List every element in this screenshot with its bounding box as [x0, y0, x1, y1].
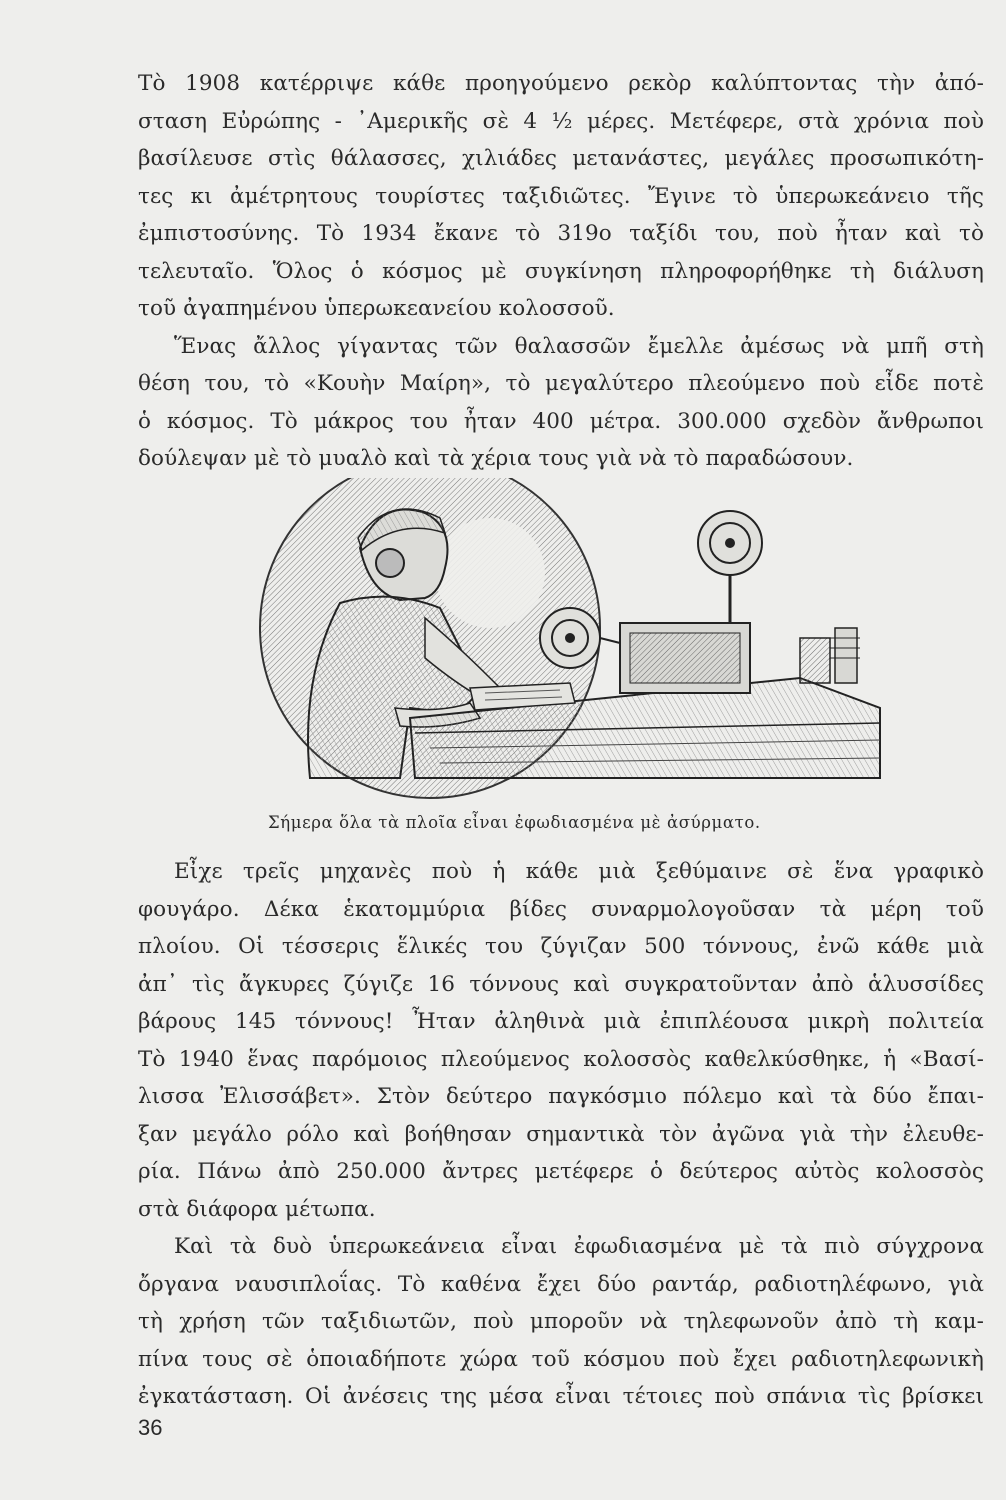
text-line: ἀπ᾿ τὶς ἄγκυρες ζύγιζε 16 τόννους καὶ συγκρατοῦνταν ἀπὸ ἁλυσσίδες — [138, 971, 984, 997]
text-line: ἐμπιστοσύνης. Τὸ 1934 ἔκανε τὸ 319ο ταξίδι του, ποὺ ἦταν καὶ τὸ — [138, 221, 984, 246]
figure-caption: Σήμερα ὅλα τὰ πλοῖα εἶναι ἐφωδιασμένα μὲ ἀσύρματο. — [268, 813, 761, 832]
text-line: τοῦ ἀγαπημένου ὑπερωκεανείου κολοσσοῦ. — [138, 296, 615, 321]
text-line: βασίλευσε στὶς θάλασσες, χιλιάδες μετανάστες, μεγάλες προσωπικότη- — [138, 146, 984, 171]
text-line: βάρους 145 τόννους! Ἦταν ἀληθινὰ μιὰ ἐπιπλέουσα μικρὴ πολιτεία — [138, 1009, 984, 1034]
text-line: θέση του, τὸ «Κουὴν Μαίρη», τὸ μεγαλύτερο πλεούμενο ποὺ εἶδε ποτὲ — [138, 371, 984, 396]
text-line: ἐγκατάσταση. Οἱ ἀνέσεις της μέσα εἶναι τέτοιες ποὺ σπάνια τὶς βρίσκει — [138, 1384, 984, 1409]
text-line: σταση Εὐρώπης - ᾿Αμερικῆς σὲ 4 ½ μέρες. Μετέφερε, στὰ χρόνια ποὺ — [138, 108, 984, 134]
text-line: τελευταῖο. Ὅλος ὁ κόσμος μὲ συγκίνηση πληροφορήθηκε τὴ διάλυση — [138, 258, 984, 284]
text-line: τὴ χρήση τῶν ταξιδιωτῶν, ποὺ μποροῦν νὰ τηλεφωνοῦν ἀπὸ τὴ καμ- — [138, 1309, 984, 1334]
text-line: Τὸ 1908 κατέρριψε κάθε προηγούμενο ρεκὸρ καλύπτοντας τὴν ἀπό- — [138, 71, 984, 96]
text-line: ξαν μεγάλο ρόλο καὶ βοήθησαν σημαντικὰ τὸν ἀγῶνα γιὰ τὴν ἐλευθε- — [138, 1121, 984, 1147]
text-line: στὰ διάφορα μέτωπα. — [138, 1196, 376, 1222]
paragraph — [138, 1228, 984, 1416]
text-line: πίνα τους σὲ ὁποιαδήποτε χώρα τοῦ κόσμου ποὺ ἔχει ραδιοτηλεφωνικὴ — [138, 1346, 984, 1372]
text-line: λισσα Ἐλισσάβετ». Στὸν δεύτερο παγκόσμιο πόλεμο καὶ τὰ δύο ἔπαι- — [138, 1084, 984, 1109]
radio-operator-illustration — [240, 478, 900, 800]
text-line: Εἶχε τρεῖς μηχανὲς ποὺ ἡ κάθε μιὰ ξεθύμαινε σὲ ἕνα γραφικὸ — [174, 859, 984, 884]
text-line: φουγάρο. Δέκα ἑκατομμύρια βίδες συναρμολογοῦσαν τὰ μέρη τοῦ — [138, 896, 984, 922]
text-line: Καὶ τὰ δυὸ ὑπερωκεάνεια εἶναι ἐφωδιασμένα μὲ τὰ πιὸ σύγχρονα — [174, 1234, 984, 1259]
text-line: Τὸ 1940 ἕνας παρόμοιος πλεούμενος κολοσσὸς καθελκύσθηκε, ἡ «Βασί- — [138, 1046, 984, 1072]
text-line: δούλεψαν μὲ τὸ μυαλὸ καὶ τὰ χέρια τους γιὰ νὰ τὸ παραδώσουν. — [138, 446, 854, 471]
text-line: ὁ κόσμος. Τὸ μάκρος του ἦταν 400 μέτρα. 300.000 σχεδὸν ἄνθρωποι — [138, 408, 984, 434]
text-line: τες κι ἀμέτρητους τουρίστες ταξιδιῶτες. Ἔγινε τὸ ὑπερωκεάνειο τῆς — [138, 183, 984, 209]
paragraph — [138, 853, 984, 1228]
text-line: Ἕνας ἄλλος γίγαντας τῶν θαλασσῶν ἔμελλε ἀμέσως νὰ μπῆ στὴ — [174, 333, 984, 359]
bottom-text-block — [138, 853, 984, 1416]
text-line: πλοίου. Οἱ τέσσερις ἕλικές του ζύγιζαν 500 τόννους, ἐνῶ κάθε μιὰ — [138, 934, 984, 959]
text-line: ρία. Πάνω ἀπὸ 250.000 ἄντρες μετέφερε ὁ δεύτερος αὐτὸς κολοσσὸς — [138, 1159, 984, 1184]
text-line: ὄργανα ναυσιπλοΐας. Τὸ καθένα ἔχει δύο ραντάρ, ραδιοτηλέφωνο, γιὰ — [138, 1271, 984, 1297]
page-number: 36 — [138, 1415, 163, 1440]
paragraph — [138, 65, 984, 328]
paragraph — [138, 328, 984, 478]
top-text-block — [138, 65, 984, 478]
